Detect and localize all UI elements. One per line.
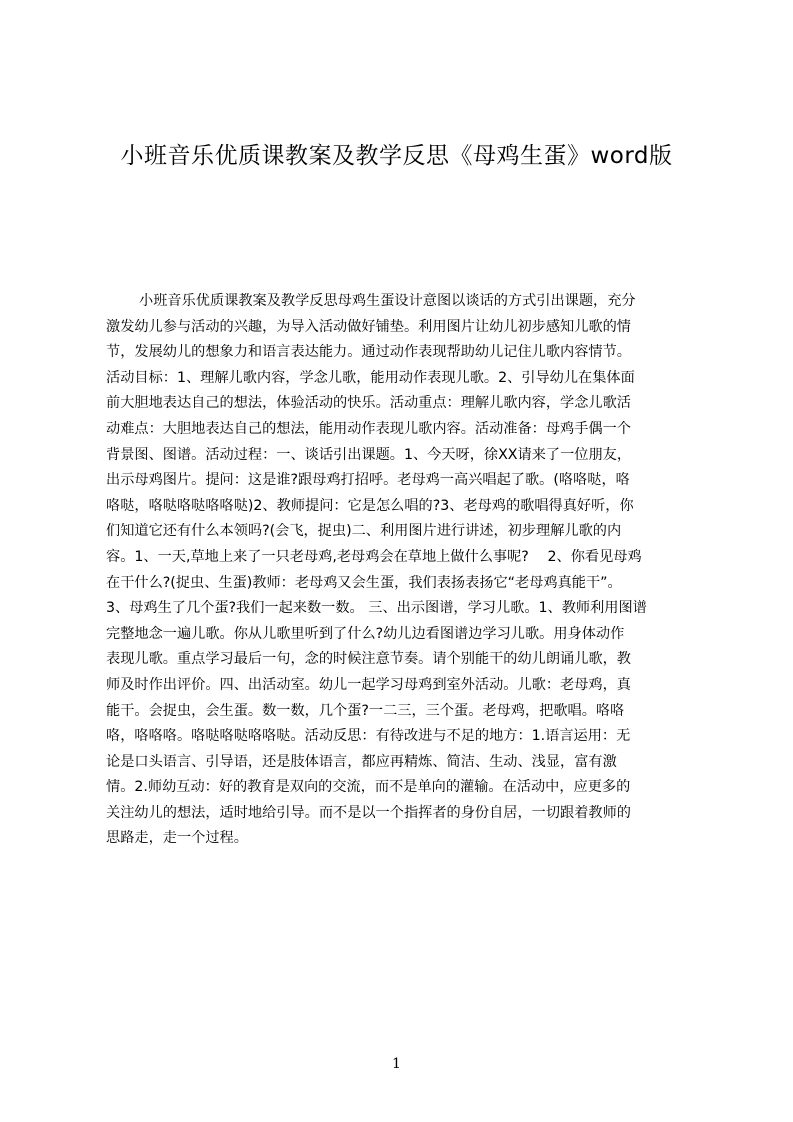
body-line: 在干什么?(捉虫、生蛋)教师：老母鸡又会生蛋，我们表扬表扬它“老母鸡真能干”。 [106, 574, 622, 591]
body-line: 咯，咯咯咯。咯哒咯哒咯咯哒。活动反思：有待改进与不足的地方：1.语言运用：无 [106, 728, 631, 745]
body-line: 完整地念一遍儿歌。你从儿歌里听到了什么?幼儿边看图谱边学习儿歌。用身体动作 [106, 625, 625, 642]
page-number: 1 [392, 1056, 401, 1072]
body-line: 动难点：大胆地表达自己的想法，能用动作表现儿歌内容。活动准备：母鸡手偶一个 [106, 420, 631, 437]
body-line: 们知道它还有什么本领吗?(会飞，捉虫)二、利用图片进行讲述，初步理解儿歌的内 [106, 523, 622, 540]
document-title: 小班音乐优质课教案及教学反思《母鸡生蛋》word版 [120, 143, 673, 169]
document-body [106, 289, 698, 852]
body-line: 前大胆地表达自己的想法，体验活动的快乐。活动重点：理解儿歌内容，学念儿歌活 [106, 395, 631, 412]
body-line: 表现儿歌。重点学习最后一句，念的时候注意节奏。请个别能干的幼儿朗诵儿歌，教 [106, 651, 631, 668]
body-line: 思路走，走一个过程。 [106, 830, 248, 847]
body-line: 咯哒，咯哒咯哒咯咯哒)2、教师提问：它是怎么唱的?3、老母鸡的歌唱得真好听，你 [106, 497, 634, 514]
body-line: 关注幼儿的想法，适时地给引导。而不是以一个指挥者的身份自居，一切跟着教师的 [106, 804, 631, 821]
body-line: 小班音乐优质课教案及教学反思母鸡生蛋设计意图以谈话的方式引出课题，充分 [139, 293, 636, 309]
body-line: 背景图、图谱。活动过程：一、谈话引出课题。1、今天呀，徐XX请来了一位朋友， [106, 446, 632, 463]
body-line: 节，发展幼儿的想象力和语言表达能力。通过动作表现帮助幼儿记住儿歌内容情节。 [106, 344, 631, 361]
body-line: 出示母鸡图片。提问：这是谁?跟母鸡打招呼。老母鸡一高兴唱起了歌。(咯咯哒，咯 [106, 472, 630, 489]
body-line: 3、母鸡生了几个蛋?我们一起来数一数。 三、出示图谱，学习儿歌。1、教师利用图谱 [106, 600, 647, 617]
body-line: 容。1、一天,草地上来了一只老母鸡,老母鸡会在草地上做什么事呢? 2、你看见母鸡 [106, 548, 642, 565]
body-line: 激发幼儿参与活动的兴趣，为导入活动做好铺垫。利用图片让幼儿初步感知儿歌的情 [106, 318, 631, 335]
body-line: 情。2.师幼互动：好的教育是双向的交流，而不是单向的灌输。在活动中，应更多的 [106, 779, 631, 796]
body-line: 师及时作出评价。四、出活动室。幼儿一起学习母鸡到室外活动。儿歌：老母鸡，真 [106, 676, 631, 693]
body-line: 能干。会捉虫，会生蛋。数一数，几个蛋?一二三，三个蛋。老母鸡，把歌唱。咯咯 [106, 702, 625, 719]
body-line: 活动目标：1、理解儿歌内容，学念儿歌，能用动作表现儿歌。2、引导幼儿在集体面 [106, 369, 635, 386]
body-line: 论是口头语言、引导语，还是肢体语言，都应再精炼、简洁、生动、浅显，富有激 [106, 753, 617, 770]
